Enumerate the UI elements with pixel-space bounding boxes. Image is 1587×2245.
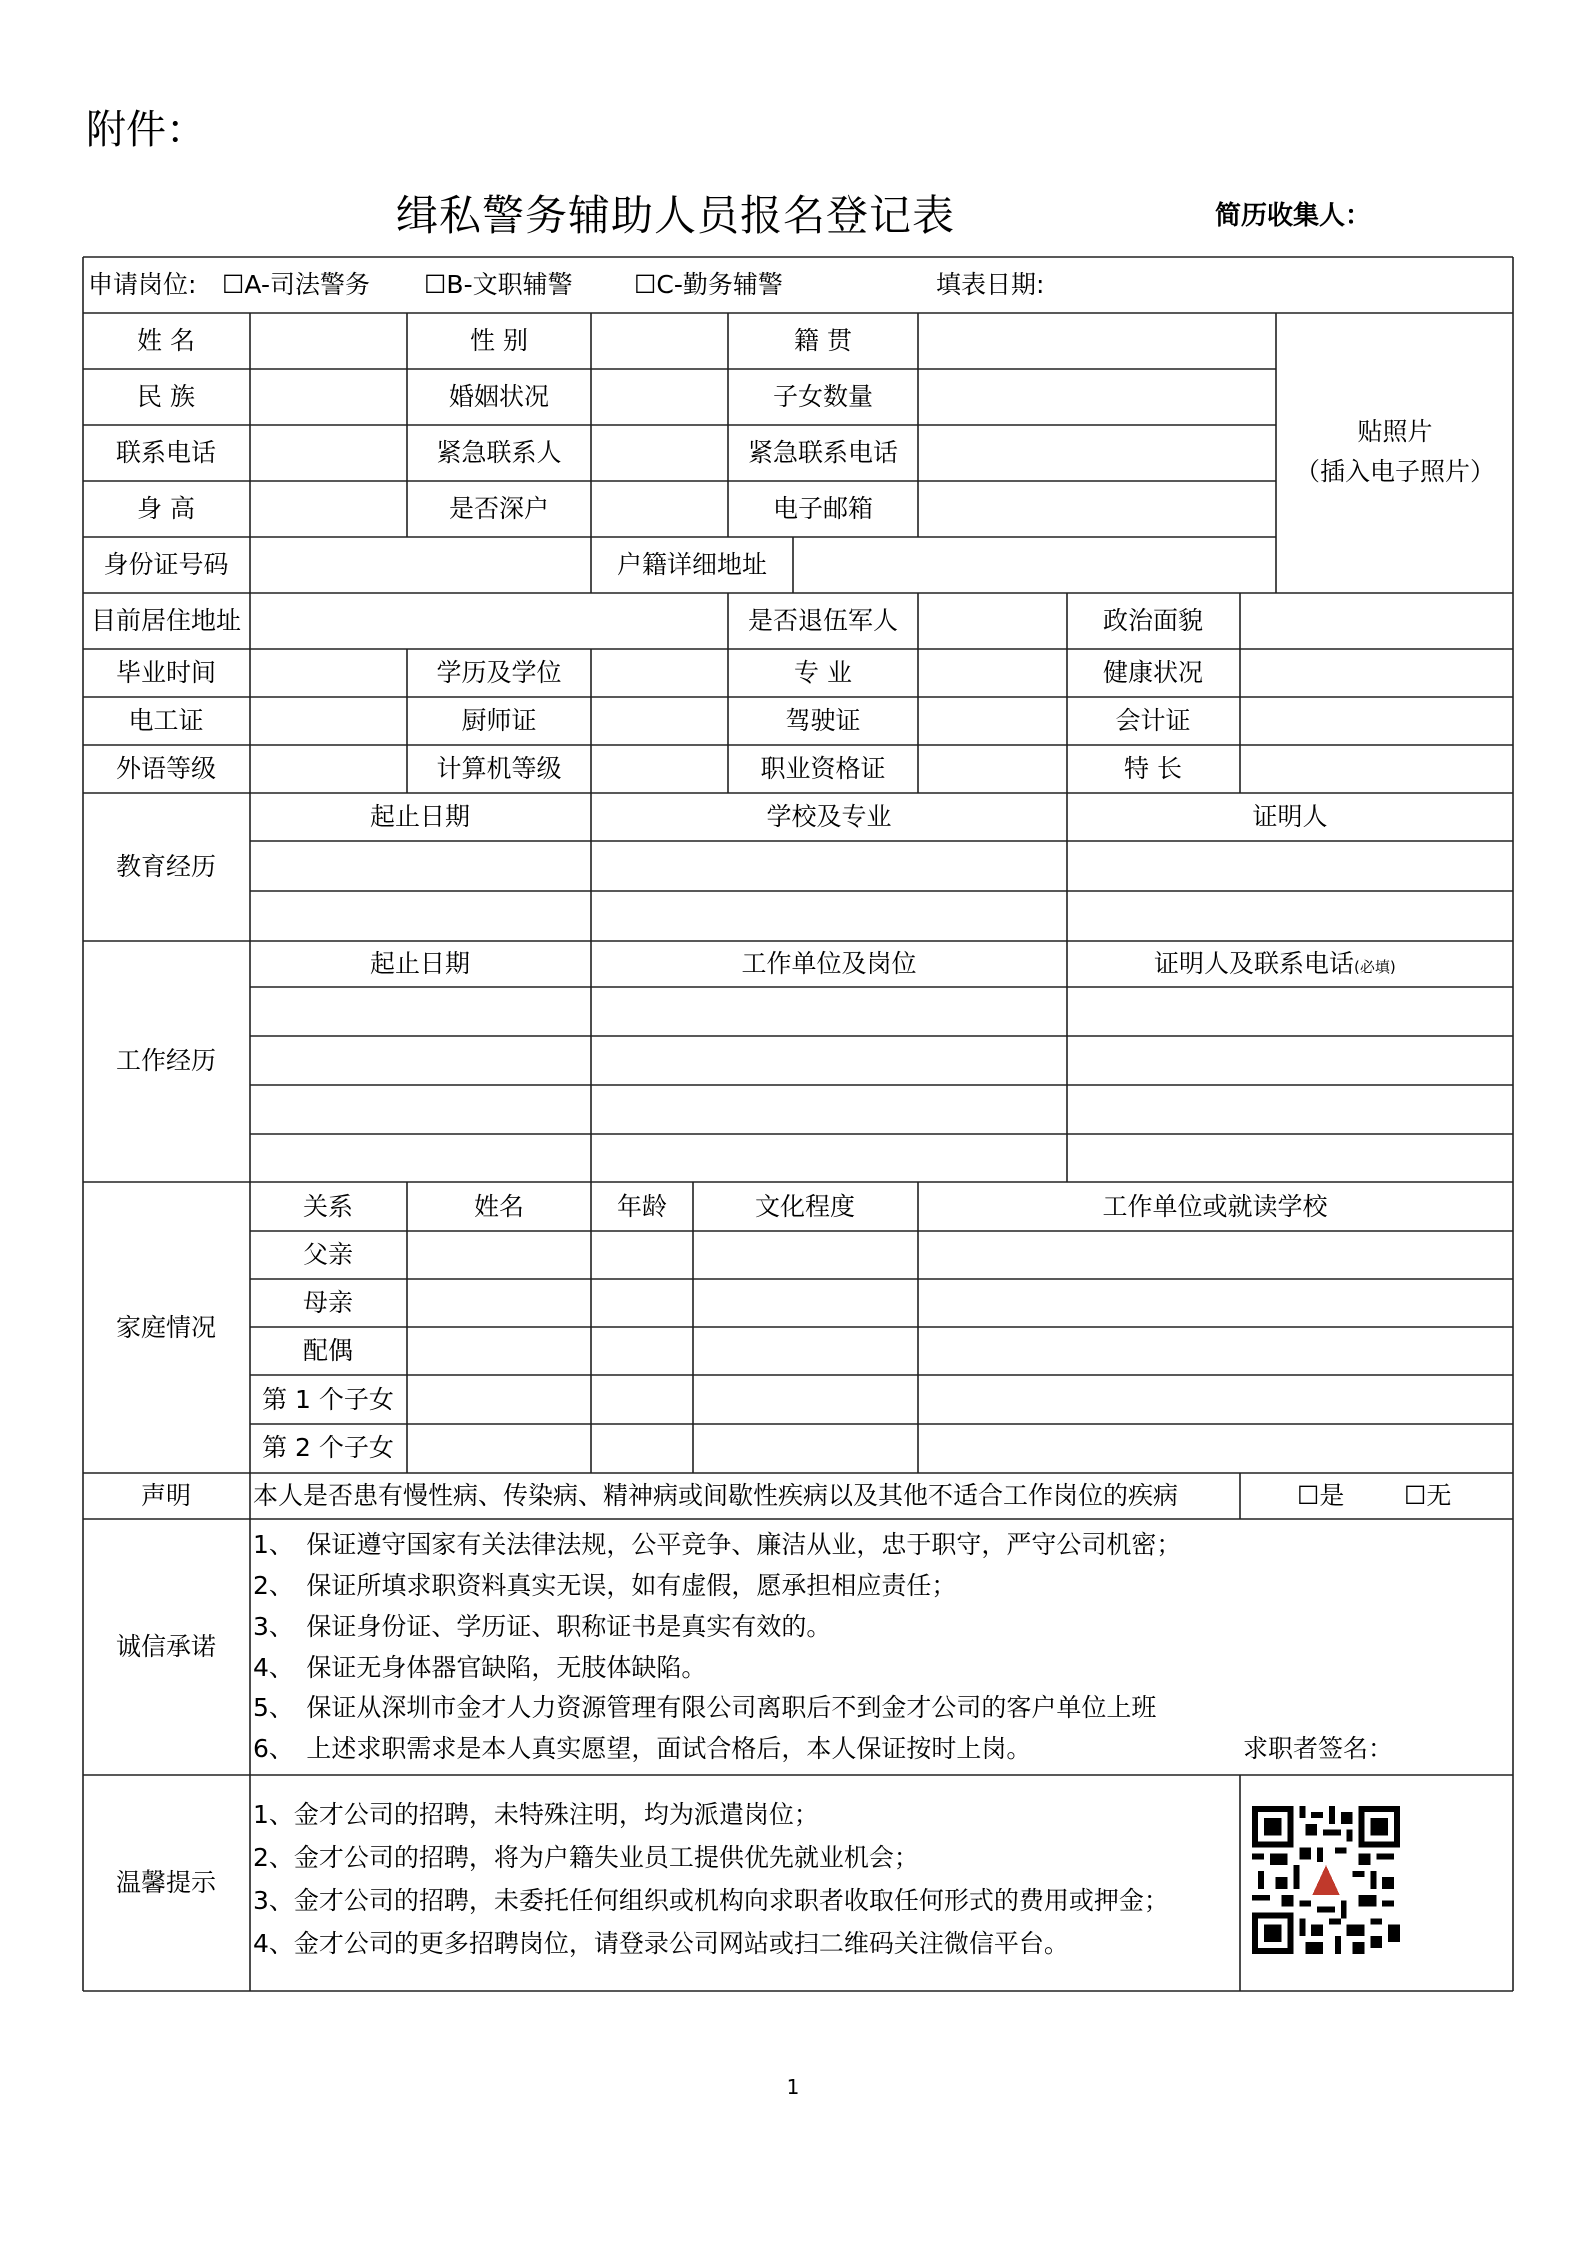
family-education-header: 文化程度	[754, 1192, 856, 1221]
qr-code-icon[interactable]	[1252, 1806, 1400, 1954]
integrity-item: 3、 保证身份证、学历证、职称证书是真实有效的。	[253, 1612, 832, 1641]
option-a-checkbox[interactable]: ☐A-司法警务	[222, 270, 370, 299]
ethnicity-label: 民 族	[137, 382, 195, 411]
education-label: 教育经历	[115, 852, 217, 881]
declaration-no-checkbox[interactable]: ☐无	[1404, 1481, 1452, 1510]
family-row-mother: 母亲	[302, 1288, 354, 1317]
option-b-checkbox[interactable]: ☐B-文职辅警	[424, 270, 573, 299]
children-count-label: 子女数量	[772, 382, 874, 411]
computer-label: 计算机等级	[436, 754, 562, 783]
declaration-text: 本人是否患有慢性病、传染病、精神病或间歇性疾病以及其他不适合工作岗位的疾病	[253, 1481, 1179, 1510]
apply-position-label: 申请岗位:	[88, 270, 197, 299]
integrity-item: 5、 保证从深圳市金才人力资源管理有限公司离职后不到金才公司的客户单位上班	[253, 1693, 1157, 1722]
declaration-label: 声明	[140, 1481, 192, 1510]
integrity-item: 6、 上述求职需求是本人真实愿望，面试合格后，本人保证按时上岗。	[253, 1734, 1032, 1763]
hukou-address-label: 户籍详细地址	[616, 550, 768, 579]
chef-label: 厨师证	[461, 706, 537, 735]
id-number-label: 身份证号码	[103, 550, 229, 579]
emergency-contact-label: 紧急联系人	[436, 438, 562, 467]
email-label: 电子邮箱	[772, 494, 874, 523]
work-witness-header: 证明人及联系电话(必填)	[1154, 949, 1396, 978]
gender-label: 性 别	[470, 326, 528, 355]
electrician-label: 电工证	[128, 706, 204, 735]
family-name-header: 姓名	[473, 1192, 525, 1221]
attachment-label: 附件：	[86, 107, 206, 153]
veteran-label: 是否退伍军人	[747, 606, 899, 635]
specialty-label: 特 长	[1124, 754, 1182, 783]
health-label: 健康状况	[1102, 658, 1204, 687]
integrity-label: 诚信承诺	[115, 1632, 217, 1661]
family-age-header: 年龄	[616, 1192, 668, 1221]
tips-item: 4、金才公司的更多招聘岗位，请登录公司网站或扫二维码关注微信平台。	[253, 1929, 1069, 1958]
declaration-yes-checkbox[interactable]: ☐是	[1297, 1481, 1345, 1510]
education-date-header: 起止日期	[369, 802, 471, 831]
graduation-label: 毕业时间	[115, 658, 217, 687]
photo-note: （插入电子照片）	[1294, 457, 1496, 486]
phone-label: 联系电话	[115, 438, 217, 467]
shenzhen-hukou-label: 是否深户	[448, 494, 550, 523]
height-label: 身 高	[137, 494, 195, 523]
emergency-phone-label: 紧急联系电话	[747, 438, 899, 467]
political-label: 政治面貌	[1102, 606, 1204, 635]
form-title: 缉私警务辅助人员报名登记表	[396, 191, 956, 240]
family-row-child-2: 第 2 个子女	[262, 1433, 394, 1462]
marital-status-label: 婚姻状况	[448, 382, 550, 411]
tips-item: 2、金才公司的招聘，将为户籍失业员工提供优先就业机会；	[253, 1843, 919, 1872]
family-relation-header: 关系	[302, 1192, 354, 1221]
accountant-label: 会计证	[1115, 706, 1191, 735]
tips-item: 1、金才公司的招聘，未特殊注明，均为派遣岗位；	[253, 1800, 819, 1829]
integrity-item: 1、 保证遵守国家有关法律法规，公平竞争、廉洁从业，忠于职守，严守公司机密；	[253, 1530, 1182, 1559]
qualification-label: 职业资格证	[760, 754, 886, 783]
family-row-father: 父亲	[302, 1240, 354, 1269]
degree-label: 学历及学位	[436, 658, 562, 687]
language-label: 外语等级	[115, 754, 217, 783]
work-date-header: 起止日期	[369, 949, 471, 978]
education-school-header: 学校及专业	[766, 802, 892, 831]
driver-label: 驾驶证	[785, 706, 861, 735]
education-witness-header: 证明人	[1252, 802, 1328, 831]
option-c-checkbox[interactable]: ☐C-勤务辅警	[634, 270, 783, 299]
photo-label: 贴照片	[1357, 417, 1433, 446]
tips-label: 温馨提示	[115, 1868, 217, 1897]
integrity-item: 4、 保证无身体器官缺陷，无肢体缺陷。	[253, 1653, 707, 1682]
page-number: 1	[786, 2075, 800, 2099]
work-label: 工作经历	[115, 1046, 217, 1075]
family-row-child-1: 第 1 个子女	[262, 1385, 394, 1414]
family-label: 家庭情况	[115, 1313, 217, 1342]
signature-label: 求职者签名：	[1243, 1734, 1394, 1763]
family-unit-header: 工作单位或就读学校	[1102, 1192, 1328, 1221]
collector-label: 简历收集人：	[1215, 201, 1372, 231]
work-unit-header: 工作单位及岗位	[741, 949, 917, 978]
current-address-label: 目前居住地址	[90, 606, 242, 635]
integrity-item: 2、 保证所填求职资料真实无误，如有虚假，愿承担相应责任；	[253, 1571, 957, 1600]
tips-item: 3、金才公司的招聘，未委托任何组织或机构向求职者收取任何形式的费用或押金；	[253, 1886, 1169, 1915]
major-label: 专 业	[794, 658, 852, 687]
origin-label: 籍 贯	[794, 326, 852, 355]
fill-date-label: 填表日期:	[936, 270, 1045, 299]
family-row-spouse: 配偶	[302, 1336, 354, 1365]
name-label: 姓 名	[137, 326, 195, 355]
